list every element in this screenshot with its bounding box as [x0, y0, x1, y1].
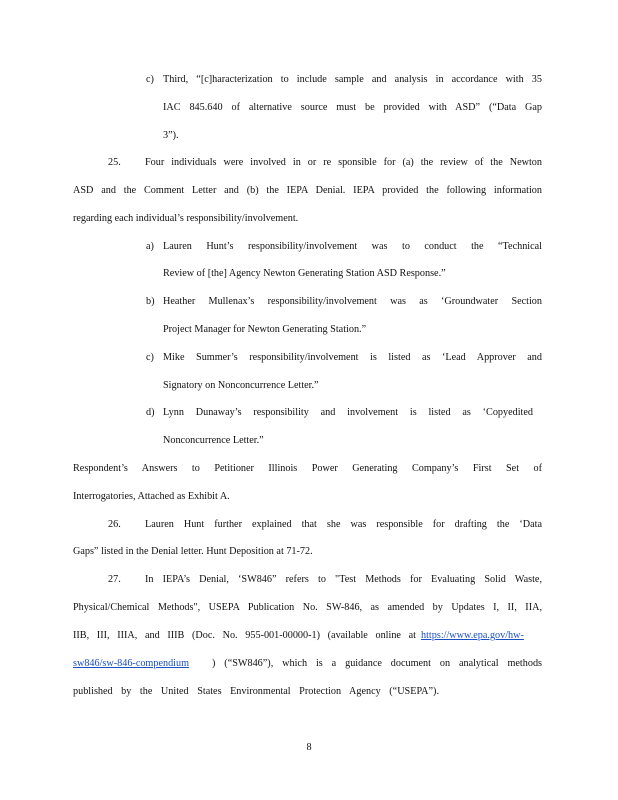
list-item-line: Project Manager for Newton Generating Station.”	[163, 324, 367, 335]
paragraph-line: Lauren Hunt further explained that she was responsible for drafting the ‘Data	[145, 519, 542, 530]
list-item-line: Lauren Hunt’s responsibility/involvement was to conduct the “Technical	[163, 241, 542, 252]
list-marker: c)	[146, 352, 154, 363]
paragraph-line: In IEPA’s Denial, ‘SW846” refers to "Test Methods for Evaluating Solid Waste,	[145, 574, 542, 585]
list-item-line: Lynn Dunaway’s responsibility and involvement is listed as ‘Copyedited	[163, 407, 533, 418]
list-item-line: Nonconcurrence Letter.”	[163, 435, 264, 446]
paragraph-number: 27.	[108, 574, 121, 585]
paragraph-line: Interrogatories, Attached as Exhibit A.	[73, 491, 230, 502]
list-marker: b)	[146, 296, 155, 307]
paragraph-line: IIB, III, IIIA, and IIIB (Doc. No. 955-001-00000-1) (available online at	[73, 630, 416, 641]
paragraph-line: Four individuals were involved in or re sponsible for (a) the review of the Newton	[145, 157, 542, 168]
paragraph-line: Physical/Chemical Methods", USEPA Publication No. SW-846, as amended by Updates I, II, IIA,	[73, 602, 542, 613]
list-marker: a)	[146, 241, 154, 252]
epa-link-part2[interactable]: sw846/sw-846-compendium	[73, 658, 190, 669]
list-item-line: Signatory on Nonconcurrence Letter.”	[163, 380, 319, 391]
paragraph-line: Gaps” listed in the Denial letter. Hunt Deposition at 71-72.	[73, 546, 313, 557]
paragraph-number: 25.	[108, 157, 121, 168]
list-item-line: Third, “[c]haracterization to include sample and analysis in accordance with 35	[163, 74, 542, 85]
paragraph-number: 26.	[108, 519, 121, 530]
list-item-line: 3”).	[163, 130, 179, 141]
page-number: 8	[306, 742, 312, 753]
paragraph-line: ASD and the Comment Letter and (b) the IEPA Denial. IEPA provided the following information	[73, 185, 542, 196]
paragraph-line: regarding each individual’s responsibility/involvement.	[73, 213, 299, 224]
list-item-line: Mike Summer’s responsibility/involvement is listed as ‘Lead Approver and	[163, 352, 542, 363]
list-marker: d)	[146, 407, 155, 418]
list-item-line: IAC 845.640 of alternative source must be provided with ASD” (“Data Gap	[163, 102, 542, 113]
list-marker: c)	[146, 74, 154, 85]
paragraph-line: published by the United States Environmental Protection Agency (“USEPA”).	[73, 686, 439, 697]
epa-link-part1[interactable]: https://www.epa.gov/hw-	[421, 630, 524, 641]
paragraph-line: Respondent’s Answers to Petitioner Illinois Power Generating Company’s First Set of	[73, 463, 542, 474]
list-item-line: Review of [the] Agency Newton Generating Station ASD Response.”	[163, 268, 446, 279]
paragraph-line: ) (“SW846”), which is a guidance document on analytical methods	[212, 658, 542, 669]
list-item-line: Heather Mullenax’s responsibility/involvement was as ‘Groundwater Section	[163, 296, 542, 307]
